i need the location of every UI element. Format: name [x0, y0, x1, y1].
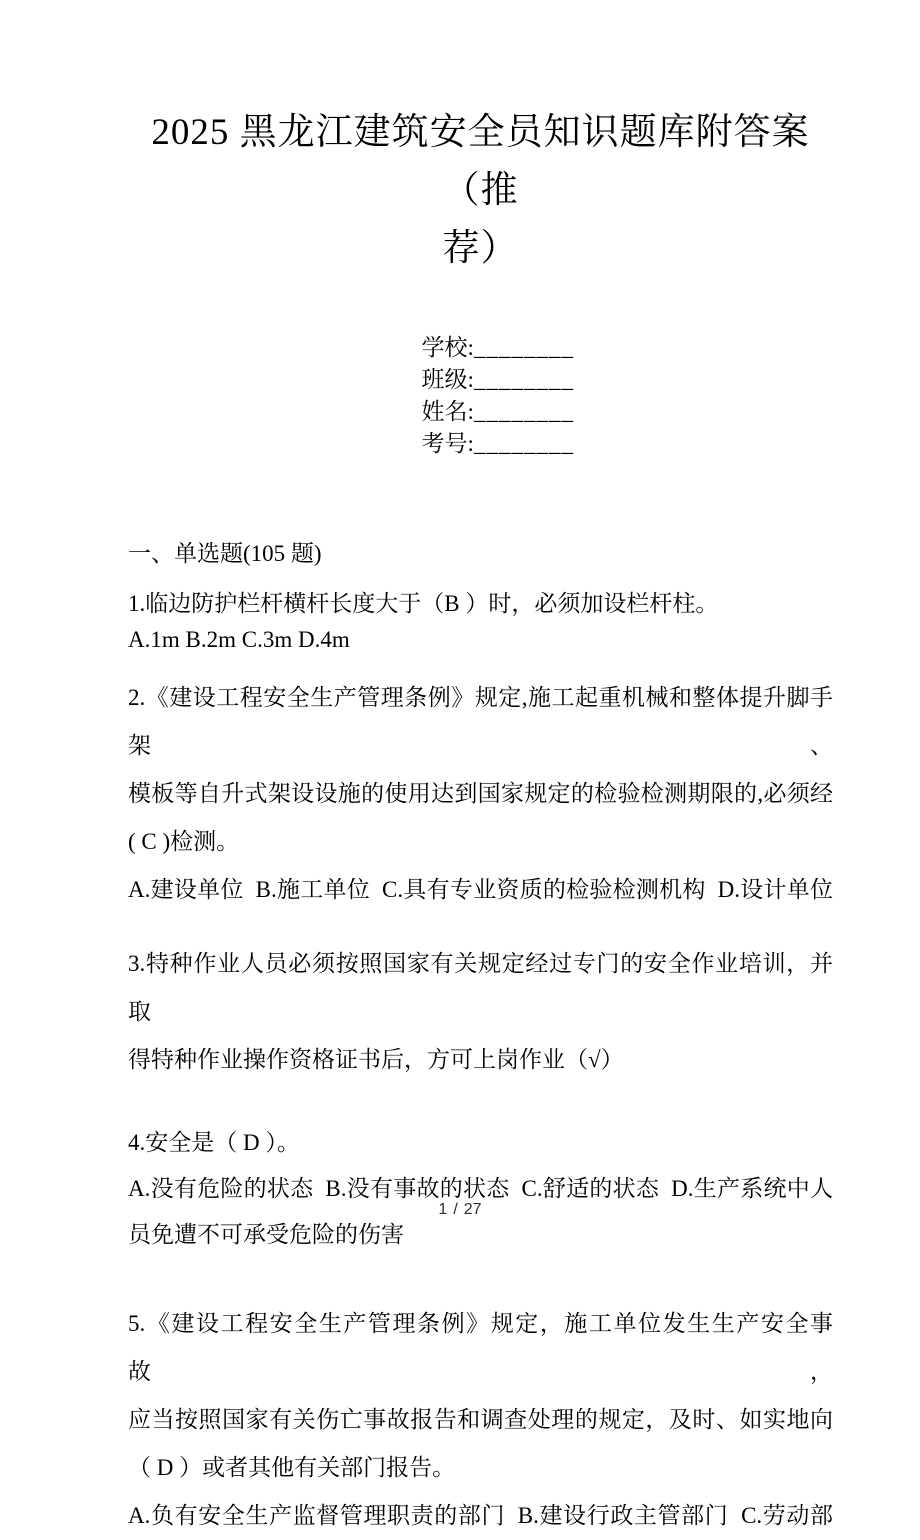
name-blank: ________	[473, 399, 574, 424]
school-field	[422, 335, 574, 360]
section-title-single-choice: 一、单选题(105 题)	[128, 541, 322, 566]
question-5-text-line-3: （ D ）或者其他有关部门报告。	[128, 1455, 456, 1480]
question-5-text-line-2: 应当按照国家有关伤亡事故报告和调查处理的规定，及时、如实地向	[128, 1407, 833, 1432]
document-title-line-1: 2025 黑龙江建筑安全员知识题库附答案（推	[151, 112, 810, 211]
question-4-options-line-1: A.没有危险的状态 B.没有事故的状态 C.舒适的状态 D.生产系统中人	[128, 1176, 833, 1201]
class-label: 班级:	[421, 367, 474, 392]
question-1-options: A.1m B.2m C.3m D.4m	[128, 627, 350, 652]
question-5	[128, 1300, 833, 1540]
total-page-count: 27	[463, 1201, 482, 1218]
question-2-text-line-1: 2.《建设工程安全生产管理条例》规定,施工起重机械和整体提升脚手架、	[128, 685, 833, 758]
document-content	[128, 0, 833, 1540]
question-4	[128, 1120, 833, 1258]
question-2	[128, 674, 833, 914]
page-number-separator: /	[453, 1201, 458, 1218]
question-4-options-line-2: 员免遭不可承受危险的伤害	[128, 1222, 404, 1247]
question-5-options: A.负有安全生产监督管理职责的部门 B.建设行政主管部门 C.劳动部	[128, 1503, 833, 1528]
question-1-text: 1.临边防护栏杆横杆长度大于（B ）时，必须加设栏杆柱。	[128, 591, 719, 616]
question-2-options: A.建设单位 B.施工单位 C.具有专业资质的检验检测机构 D.设计单位	[128, 877, 833, 902]
school-label: 学校:	[421, 335, 474, 360]
question-4-text: 4.安全是（ D ）。	[128, 1130, 300, 1155]
school-blank: ________	[473, 335, 574, 360]
name-field	[422, 399, 574, 424]
class-field	[422, 367, 574, 392]
question-3-text-line-2: 得特种作业操作资格证书后，方可上岗作业（√）	[128, 1047, 624, 1072]
exam-number-field	[422, 431, 574, 456]
class-blank: ________	[473, 367, 574, 392]
exam-number-blank: ________	[473, 431, 574, 456]
question-3	[128, 940, 833, 1084]
question-2-text-line-2: 模板等自升式架设设施的使用达到国家规定的检验检测期限的,必须经	[128, 781, 833, 806]
question-5-text-line-1: 5.《建设工程安全生产管理条例》规定，施工单位发生生产安全事故，	[128, 1311, 833, 1384]
document-title	[128, 104, 833, 278]
current-page-number: 1	[438, 1201, 448, 1218]
question-1	[128, 586, 833, 658]
page-number-footer	[0, 1200, 920, 1220]
question-3-text-line-1: 3.特种作业人员必须按照国家有关规定经过专门的安全作业培训，并取	[128, 951, 833, 1024]
name-label: 姓名:	[421, 399, 474, 424]
exam-info-line	[128, 300, 833, 492]
question-2-text-line-3: ( C )检测。	[128, 829, 240, 854]
exam-number-label: 考号:	[421, 431, 474, 456]
document-title-line-2: 荐）	[442, 228, 519, 269]
